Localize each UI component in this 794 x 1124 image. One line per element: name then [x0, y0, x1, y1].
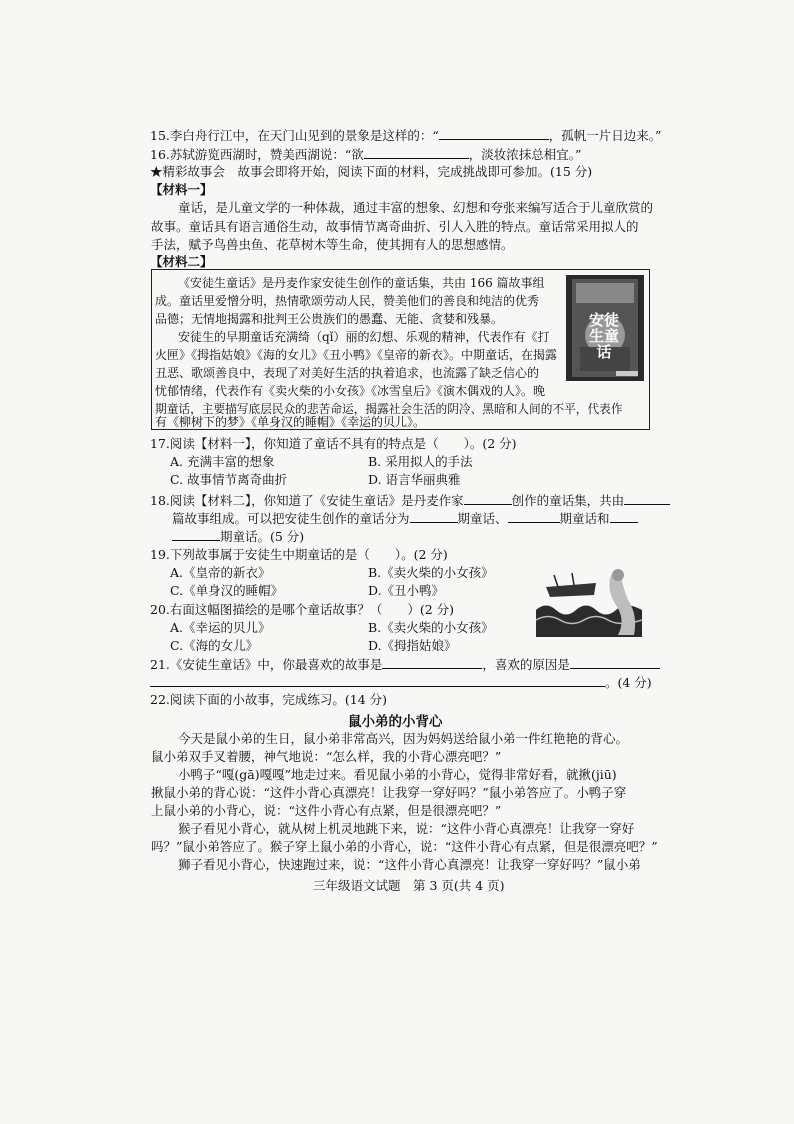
book-cover-title: 安徒生童话	[588, 311, 619, 361]
question-16: 16.苏轼游览西湖时，赞美西湖说：“欲 ，淡妆浓抹总相宜。”	[150, 147, 582, 162]
question-18-cont: 期童话。(5 分)	[172, 527, 304, 545]
answer-blank[interactable]	[364, 145, 469, 159]
material-2-line: 安徒生的早期童话充满绮（qǐ）丽的幻想、乐观的精神，代表作有《打	[178, 330, 550, 344]
option-d[interactable]: D.《丑小鸭》	[368, 583, 445, 598]
answer-blank[interactable]	[610, 509, 638, 523]
story-line: 今天是鼠小弟的生日，鼠小弟非常高兴，因为妈妈送给鼠小弟一件红艳艳的背心。	[178, 731, 629, 746]
question-18: 18.阅读【材料二】，你知道了《安徒生童话》是丹麦作家 创作的童话集，共由	[150, 491, 670, 509]
story-line: 猴子看见小背心，就从树上机灵地跳下来，说：“这件小背心真漂亮！让我穿一穿好	[178, 821, 635, 836]
answer-blank[interactable]	[439, 126, 549, 140]
story-line: 揪鼠小弟的背心说：“这件小背心真漂亮！让我穿一穿好吗？”鼠小弟答应了。小鸭子穿	[151, 785, 627, 800]
material-2-label: 【材料二】	[150, 254, 213, 269]
story-line: 吗？”鼠小弟答应了。猴子穿上鼠小弟的小背心，说：“这件小背心有点紧，但是很漂亮吧？”	[151, 839, 658, 854]
answer-blank[interactable]	[150, 673, 605, 687]
option-a[interactable]: A.《幸运的贝儿》	[170, 620, 271, 635]
option-b[interactable]: B. 采用拟人的手法	[368, 454, 473, 469]
material-2-line: 品德；无情地揭露和批判王公贵族们的愚蠢、无能、贪婪和残暴。	[155, 312, 504, 326]
option-d[interactable]: D.《拇指姑娘》	[368, 638, 457, 653]
question-17: 17.阅读【材料一】，你知道了童话不具有的特点是（ ）。(2 分)	[150, 436, 517, 451]
material-2-line: 期童话，主要描写底层民众的悲苦命运，揭露社会生活的阴冷、黑暗和人间的不平，代表作	[155, 402, 623, 416]
answer-blank[interactable]	[570, 655, 660, 669]
story-line: 狮子看见小背心，快速跑过来，说：“这件小背心真漂亮！让我穿一穿好吗？”鼠小弟	[178, 857, 641, 872]
answer-blank[interactable]	[464, 491, 512, 505]
material-1-line: 故事。童话具有语言通俗生动，故事情节离奇曲折、引人入胜的特点。童话常采用拟人的	[151, 219, 639, 234]
mermaid-illustration	[536, 565, 642, 637]
section-heading: ★精彩故事会 故事会即将开始，阅读下面的材料，完成挑战即可参加。(15 分)	[150, 164, 593, 179]
story-title: 鼠小弟的小背心	[348, 714, 443, 730]
option-c[interactable]: C. 故事情节离奇曲折	[170, 472, 288, 487]
answer-blank[interactable]	[410, 509, 458, 523]
option-a[interactable]: A.《皇帝的新衣》	[170, 565, 271, 580]
story-line: 鼠小弟双手叉着腰，神气地说：“怎么样，我的小背心漂亮吧？”	[151, 749, 502, 764]
story-line: 小鸭子“嘎(gā)嘎嘎”地走过来。看见鼠小弟的小背心，觉得非常好看，就揪(jiū)	[178, 767, 617, 782]
story-line: 上鼠小弟的小背心，说：“这件小背心有点紧，但是很漂亮吧？”	[151, 803, 502, 818]
question-15: 15.李白舟行江中，在天门山见到的景象是这样的：“ ，孤帆一片日边来。”	[150, 128, 662, 143]
option-c[interactable]: C.《海的女儿》	[170, 638, 259, 653]
page-footer: 三年级语文试题 第 3 页(共 4 页)	[313, 878, 505, 893]
answer-blank[interactable]	[508, 509, 560, 523]
material-2-line: 成。童话里爱憎分明，热情歌颂劳动人民，赞美他们的善良和纯洁的优秀	[155, 294, 540, 308]
option-c[interactable]: C.《单身汉的睡帽》	[170, 583, 284, 598]
answer-blank[interactable]	[624, 491, 670, 505]
material-2-line: 丑恶、歌颂善良中，表现了对美好生活的执着追求，也流露了缺乏信心的	[155, 366, 540, 380]
material-2-line: 忧郁情绪，代表作有《卖火柴的小女孩》《冰雪皇后》《演木偶戏的人》。晚	[155, 384, 546, 398]
material-2-line: 有《柳树下的梦》《单身汉的睡帽》《幸运的贝儿》。	[155, 415, 426, 429]
option-a[interactable]: A. 充满丰富的想象	[170, 454, 275, 469]
material-1-label: 【材料一】	[150, 182, 213, 197]
question-19: 19.下列故事属于安徒生中期童话的是（ ）。(2 分)	[150, 547, 448, 562]
option-b[interactable]: B.《卖火柴的小女孩》	[368, 620, 494, 635]
material-1-line: 手法，赋予鸟兽虫鱼、花草树木等生命，使其拥有人的思想感情。	[151, 237, 514, 252]
question-18-cont: 篇故事组成。可以把安徒生创作的童话分为 期童话、 期童话和	[172, 509, 638, 527]
question-21: 21.《安徒生童话》中，你最喜欢的故事是 ，喜欢的原因是	[150, 655, 660, 673]
answer-blank[interactable]	[382, 655, 482, 669]
option-b[interactable]: B.《卖火柴的小女孩》	[368, 565, 494, 580]
question-21-cont: 。(4 分)	[150, 673, 652, 691]
question-22: 22.阅读下面的小故事，完成练习。(14 分)	[150, 692, 388, 707]
option-d[interactable]: D. 语言华丽典雅	[368, 472, 461, 487]
material-2-line: 火匣》《拇指姑娘》《海的女儿》《丑小鸭》《皇帝的新衣》。中期童话，在揭露	[155, 348, 558, 362]
material-2-line: 《安徒生童话》是丹麦作家安徒生创作的童话集，共由 166 篇故事组	[178, 276, 545, 290]
answer-blank[interactable]	[172, 527, 220, 541]
question-20: 20.右面这幅图描绘的是哪个童话故事？（ ）(2 分)	[150, 602, 455, 617]
material-1-line: 童话，是儿童文学的一种体裁，通过丰富的想象、幻想和夸张来编写适合于儿童欣赏的	[178, 200, 654, 215]
